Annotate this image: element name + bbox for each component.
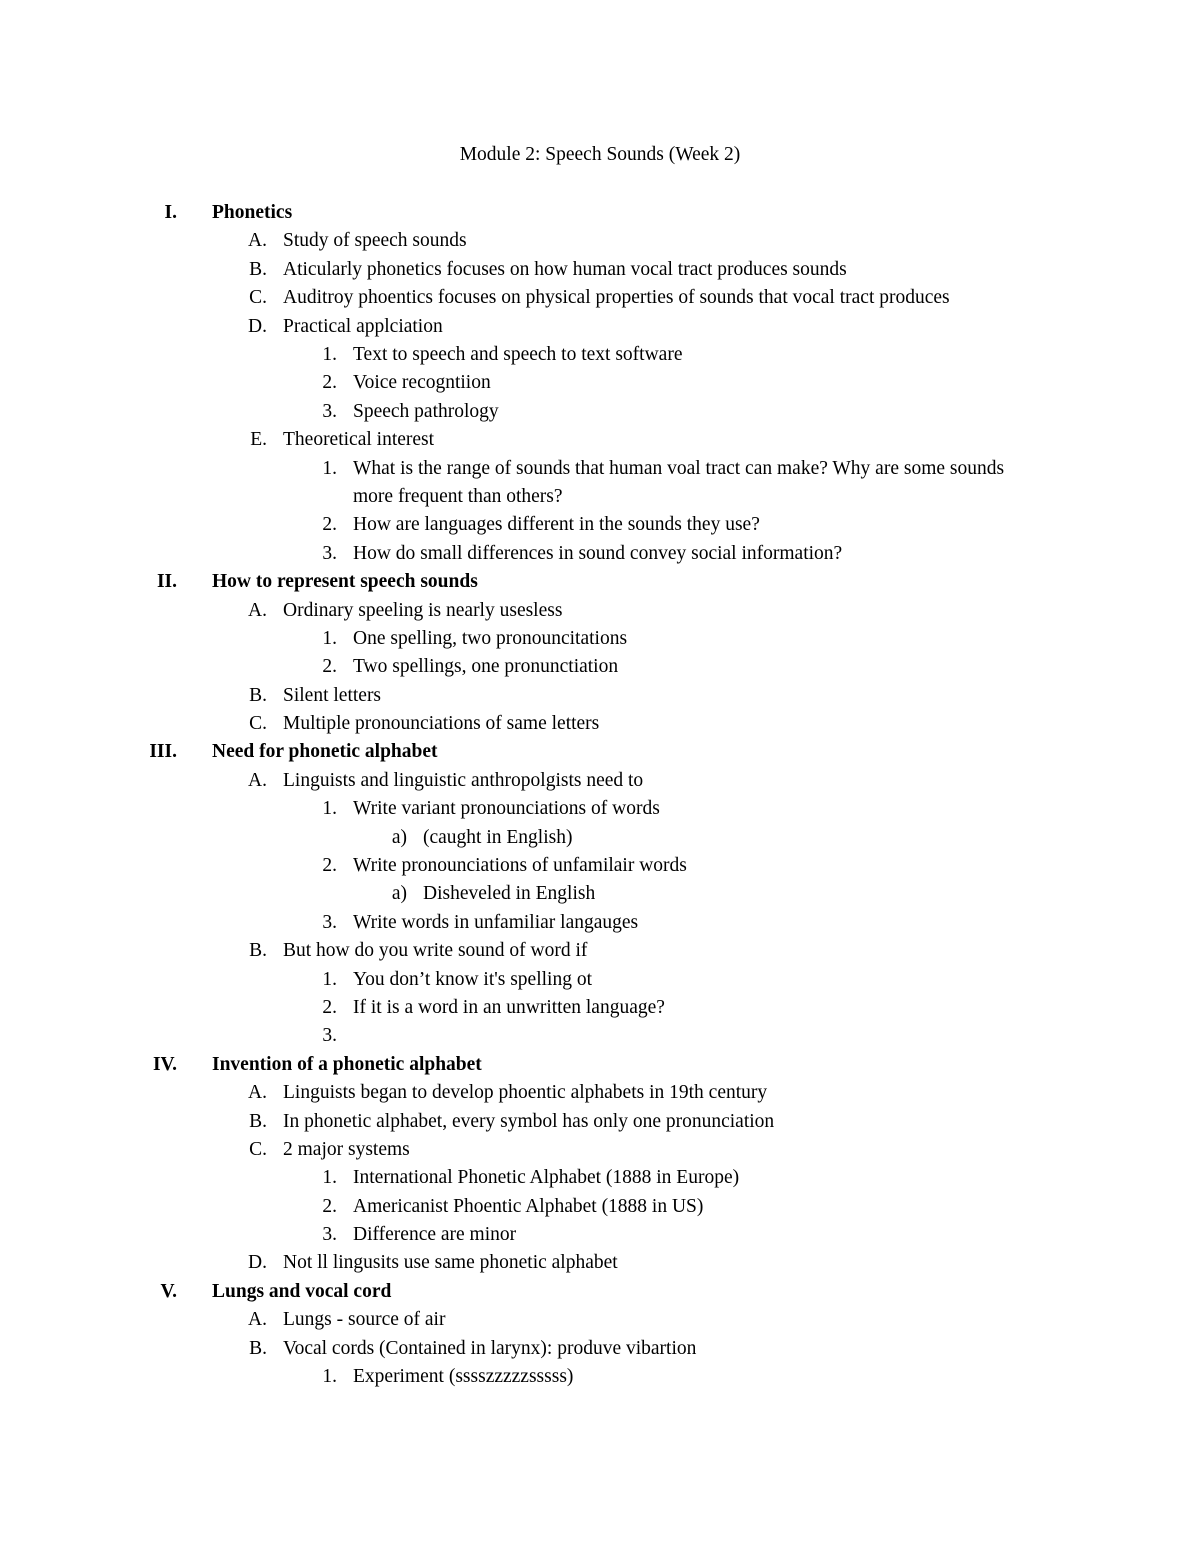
outline-marker: V. bbox=[160, 1280, 177, 1302]
outline-text: 2 major systems bbox=[283, 1138, 410, 1160]
outline-text: But how do you write sound of word if bbox=[283, 940, 588, 962]
outline-item-level-3 bbox=[0, 341, 1200, 369]
outline-marker: B. bbox=[249, 258, 267, 280]
outline-marker: 1. bbox=[322, 1366, 337, 1388]
outline-item-level-3 bbox=[0, 369, 1200, 397]
outline-marker: 1. bbox=[322, 627, 337, 649]
outline-item-level-1 bbox=[0, 568, 1200, 596]
outline-marker: 3. bbox=[322, 911, 337, 933]
outline-text: (caught in English) bbox=[423, 826, 573, 848]
outline-item-level-3 bbox=[0, 511, 1200, 539]
outline-marker: C. bbox=[249, 713, 267, 735]
outline-text: How do small differences in sound convey social information? bbox=[353, 542, 843, 564]
outline-item-level-3 bbox=[0, 1022, 1200, 1050]
outline-marker: A. bbox=[248, 1082, 267, 1104]
outline-marker: II. bbox=[156, 571, 177, 593]
outline-marker: 1. bbox=[322, 457, 337, 479]
page-title: Module 2: Speech Sounds (Week 2) bbox=[459, 144, 741, 165]
outline-item-level-2 bbox=[0, 1079, 1200, 1107]
outline-item-level-3 bbox=[0, 653, 1200, 681]
outline-item-level-2 bbox=[0, 1335, 1200, 1363]
outline-text: Experiment (sssszzzzzsssss) bbox=[353, 1366, 574, 1388]
outline-item-level-2 bbox=[0, 313, 1200, 341]
outline-marker: 2. bbox=[322, 1195, 337, 1217]
outline-marker: 3. bbox=[322, 400, 337, 422]
outline-item-level-3 bbox=[0, 1221, 1200, 1249]
outline-marker: B. bbox=[249, 684, 267, 706]
outline-text: Study of speech sounds bbox=[283, 230, 467, 252]
outline-text: Aticularly phonetics focuses on how human vocal tract produces sounds bbox=[283, 258, 847, 280]
outline-marker: C. bbox=[249, 287, 267, 309]
outline-text: Practical applciation bbox=[283, 315, 443, 337]
outline-marker: A. bbox=[248, 1309, 267, 1331]
outline-marker: B. bbox=[249, 940, 267, 962]
outline-marker: 2. bbox=[322, 855, 337, 877]
outline-text: How to represent speech sounds bbox=[212, 571, 478, 593]
outline-text: Lungs and vocal cord bbox=[212, 1280, 392, 1302]
outline-text: Not ll lingusits use same phonetic alphabet bbox=[283, 1252, 618, 1274]
outline-text: Ordinary speeling is nearly usesless bbox=[283, 599, 563, 621]
outline-marker: B. bbox=[249, 1337, 267, 1359]
outline-item-level-2 bbox=[0, 256, 1200, 284]
outline-text: Theoretical interest bbox=[283, 429, 435, 451]
outline-text: In phonetic alphabet, every symbol has only one pronunciation bbox=[283, 1110, 775, 1132]
outline-item-level-1 bbox=[0, 1051, 1200, 1079]
outline-item-level-3 bbox=[0, 909, 1200, 937]
outline-text: Need for phonetic alphabet bbox=[212, 741, 438, 763]
outline-item-level-3 bbox=[0, 1363, 1200, 1391]
outline-marker: a) bbox=[391, 883, 407, 905]
outline-text: Two spellings, one pronunctiation bbox=[353, 656, 619, 678]
outline-text: Write pronounciations of unfamilair words bbox=[353, 855, 687, 877]
outline-marker: III. bbox=[149, 741, 177, 763]
outline-item-level-3 bbox=[0, 852, 1200, 880]
outline-marker: 1. bbox=[322, 343, 337, 365]
outline-text: Invention of a phonetic alphabet bbox=[212, 1053, 482, 1075]
outline-text: Write words in unfamiliar langauges bbox=[353, 911, 639, 933]
outline-item-level-4 bbox=[0, 824, 1200, 852]
outline-marker: 2. bbox=[322, 996, 337, 1018]
outline-marker: I. bbox=[164, 202, 177, 223]
outline-text: Linguists and linguistic anthropolgists need to bbox=[283, 769, 644, 791]
outline-item-level-3 bbox=[0, 966, 1200, 994]
outline-item-level-3 bbox=[0, 540, 1200, 568]
outline-item-level-1 bbox=[0, 738, 1200, 766]
outline-marker: 3. bbox=[322, 1224, 337, 1246]
outline-text: Disheveled in English bbox=[423, 883, 596, 905]
outline-text: What is the range of sounds that human voal tract can make? Why are some sounds more frequent than others? bbox=[353, 457, 1005, 507]
outline-item-level-3 bbox=[0, 994, 1200, 1022]
outline-item-level-2 bbox=[0, 1249, 1200, 1277]
outline-marker: 3. bbox=[322, 1025, 337, 1047]
outline-item-level-2 bbox=[0, 682, 1200, 710]
outline-text: One spelling, two pronouncitations bbox=[353, 627, 628, 649]
outline-item-level-2 bbox=[0, 710, 1200, 738]
outline-marker: D. bbox=[248, 1252, 267, 1274]
outline-text: Phonetics bbox=[212, 202, 293, 223]
outline-text: You don’t know it's spelling ot bbox=[353, 968, 592, 990]
outline-item-level-3 bbox=[0, 455, 1200, 512]
outline-item-level-1 bbox=[0, 199, 1200, 227]
outline-text: Lungs - source of air bbox=[283, 1309, 446, 1331]
outline-item-level-2 bbox=[0, 426, 1200, 454]
outline-item-level-3 bbox=[0, 398, 1200, 426]
outline-marker: a) bbox=[391, 826, 407, 848]
outline-text: Multiple pronounciations of same letters bbox=[283, 713, 600, 735]
outline-marker: A. bbox=[248, 769, 267, 791]
outline-text: International Phonetic Alphabet (1888 in Europe) bbox=[353, 1167, 740, 1189]
outline-item-level-1 bbox=[0, 1278, 1200, 1306]
outline-text: Silent letters bbox=[283, 684, 382, 706]
outline-list bbox=[0, 199, 1200, 1391]
outline-text: How are languages different in the sounds they use? bbox=[353, 514, 760, 536]
outline-text: Linguists began to develop phoentic alphabets in 19th century bbox=[283, 1082, 768, 1104]
outline-item-level-2 bbox=[0, 767, 1200, 795]
outline-text: Voice recogntiion bbox=[353, 372, 491, 394]
outline-text: Text to speech and speech to text software bbox=[353, 343, 683, 365]
outline-marker: C. bbox=[249, 1138, 267, 1160]
outline-marker: 2. bbox=[322, 372, 337, 394]
outline-marker: A. bbox=[248, 599, 267, 621]
outline-marker: 1. bbox=[322, 968, 337, 990]
outline-text: Vocal cords (Contained in larynx): produve vibartion bbox=[283, 1337, 697, 1359]
outline-item-level-2 bbox=[0, 937, 1200, 965]
outline-item-level-3 bbox=[0, 1193, 1200, 1221]
outline-item-level-2 bbox=[0, 597, 1200, 625]
outline-text: Americanist Phoentic Alphabet (1888 in US) bbox=[353, 1195, 704, 1217]
outline-marker: 2. bbox=[322, 656, 337, 678]
outline-marker: D. bbox=[248, 315, 267, 337]
outline-item-level-2 bbox=[0, 284, 1200, 312]
outline-item-level-2 bbox=[0, 1306, 1200, 1334]
outline-item-level-2 bbox=[0, 1108, 1200, 1136]
outline-item-level-4 bbox=[0, 880, 1200, 908]
outline-item-level-2 bbox=[0, 227, 1200, 255]
outline-text: Difference are minor bbox=[353, 1224, 517, 1246]
outline-marker: A. bbox=[248, 230, 267, 252]
outline-text: Write variant pronounciations of words bbox=[353, 798, 660, 820]
outline-marker: 3. bbox=[322, 542, 337, 564]
outline-marker: E. bbox=[250, 429, 267, 451]
outline-marker: B. bbox=[249, 1110, 267, 1132]
outline-marker: IV. bbox=[152, 1053, 177, 1075]
outline-item-level-3 bbox=[0, 1164, 1200, 1192]
outline-item-level-3 bbox=[0, 625, 1200, 653]
outline-marker: 1. bbox=[322, 1167, 337, 1189]
outline-text: Auditroy phoentics focuses on physical properties of sounds that vocal tract produces bbox=[283, 287, 950, 309]
outline-marker: 1. bbox=[322, 798, 337, 820]
outline-item-level-2 bbox=[0, 1136, 1200, 1164]
outline-text: Speech pathrology bbox=[353, 400, 499, 422]
outline-text: If it is a word in an unwritten language? bbox=[353, 996, 665, 1018]
outline-marker: 2. bbox=[322, 514, 337, 536]
outline-item-level-3 bbox=[0, 795, 1200, 823]
